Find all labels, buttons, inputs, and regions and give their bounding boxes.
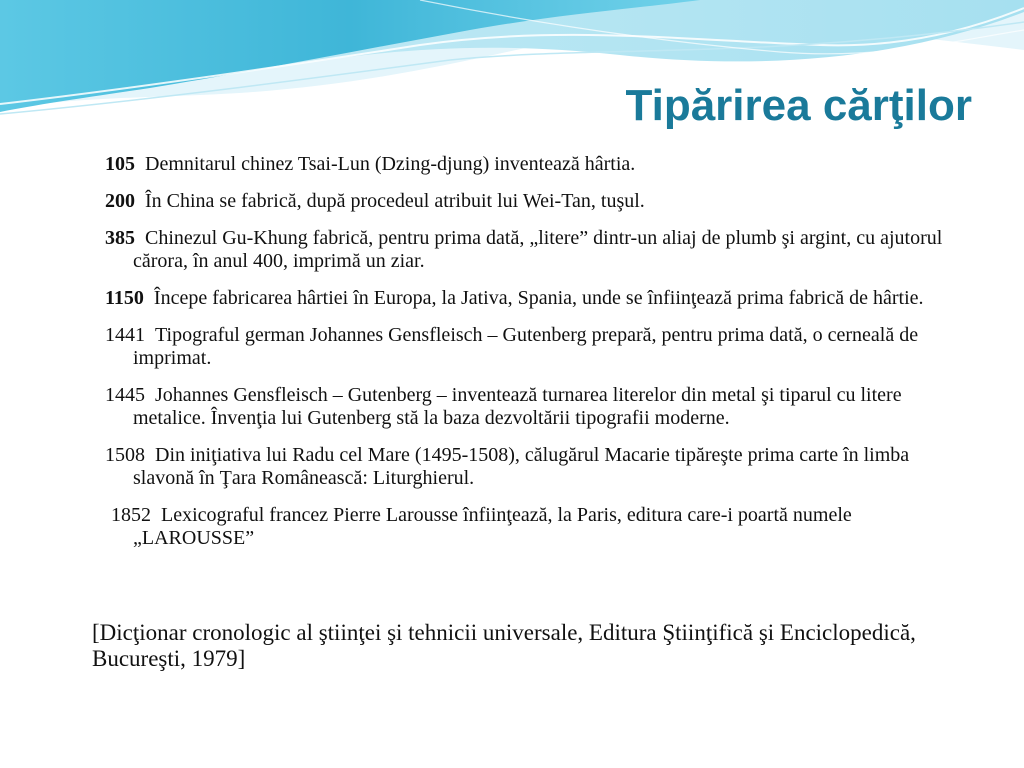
- entry-year: 1852: [111, 504, 151, 526]
- entry-year: 1150: [105, 287, 144, 309]
- timeline-entry: [105, 324, 965, 370]
- entry-text: Chinezul Gu-Khung fabrică, pentru prima dată, „litere” dintr-un aliaj de plumb şi argint, cu ajutorul cărora, în anul 400, imprimă un ziar.: [133, 227, 943, 272]
- timeline-entry: [105, 287, 965, 310]
- entry-text: Tipograful german Johannes Gensfleisch – Gutenberg prepară, pentru prima dată, o cerneală de imprimat.: [133, 324, 919, 369]
- entry-year: 1445: [105, 384, 145, 406]
- source-citation: [Dicţionar cronologic al ştiinţei şi tehnicii universale, Editura Ştiinţifică şi Enciclopedică, Bucureşti, 1979]: [92, 620, 916, 671]
- timeline-list: [105, 153, 965, 564]
- timeline-entry: [111, 504, 965, 550]
- entry-text: Începe fabricarea hârtiei în Europa, la Jativa, Spania, unde se înfiinţează prima fabrică de hârtie.: [153, 287, 924, 309]
- slide-title: Tipărirea cărţilor: [625, 81, 972, 130]
- entry-year: 105: [105, 153, 135, 175]
- entry-year: 1508: [105, 444, 145, 466]
- entry-text: Demnitarul chinez Tsai-Lun (Dzing-djung) inventează hârtia.: [145, 153, 636, 175]
- timeline-entry: [105, 227, 965, 273]
- entry-text: Lexicograful francez Pierre Larousse înfiinţează, la Paris, editura care-i poartă numele „LAROUSSE”: [133, 504, 852, 549]
- entry-text: În China se fabrică, după procedeul atribuit lui Wei-Tan, tuşul.: [145, 190, 645, 212]
- entry-year: 1441: [105, 324, 145, 346]
- entry-year: 200: [105, 190, 135, 212]
- entry-year: 385: [105, 227, 135, 249]
- entry-text: Din iniţiativa lui Radu cel Mare (1495-1508), călugărul Macarie tipăreşte prima carte în limba slavonă în Ţara Românească: Liturghierul.: [133, 444, 910, 489]
- entry-text: Johannes Gensfleisch – Gutenberg – inventează turnarea literelor din metal şi tiparul cu litere metalice. Învenţia lui Gutenberg stă la baza dezvoltării tipografii moderne.: [133, 384, 902, 429]
- timeline-entry: [105, 153, 965, 176]
- timeline-entry: [105, 384, 965, 430]
- timeline-entry: [105, 444, 965, 490]
- timeline-entry: [105, 190, 965, 213]
